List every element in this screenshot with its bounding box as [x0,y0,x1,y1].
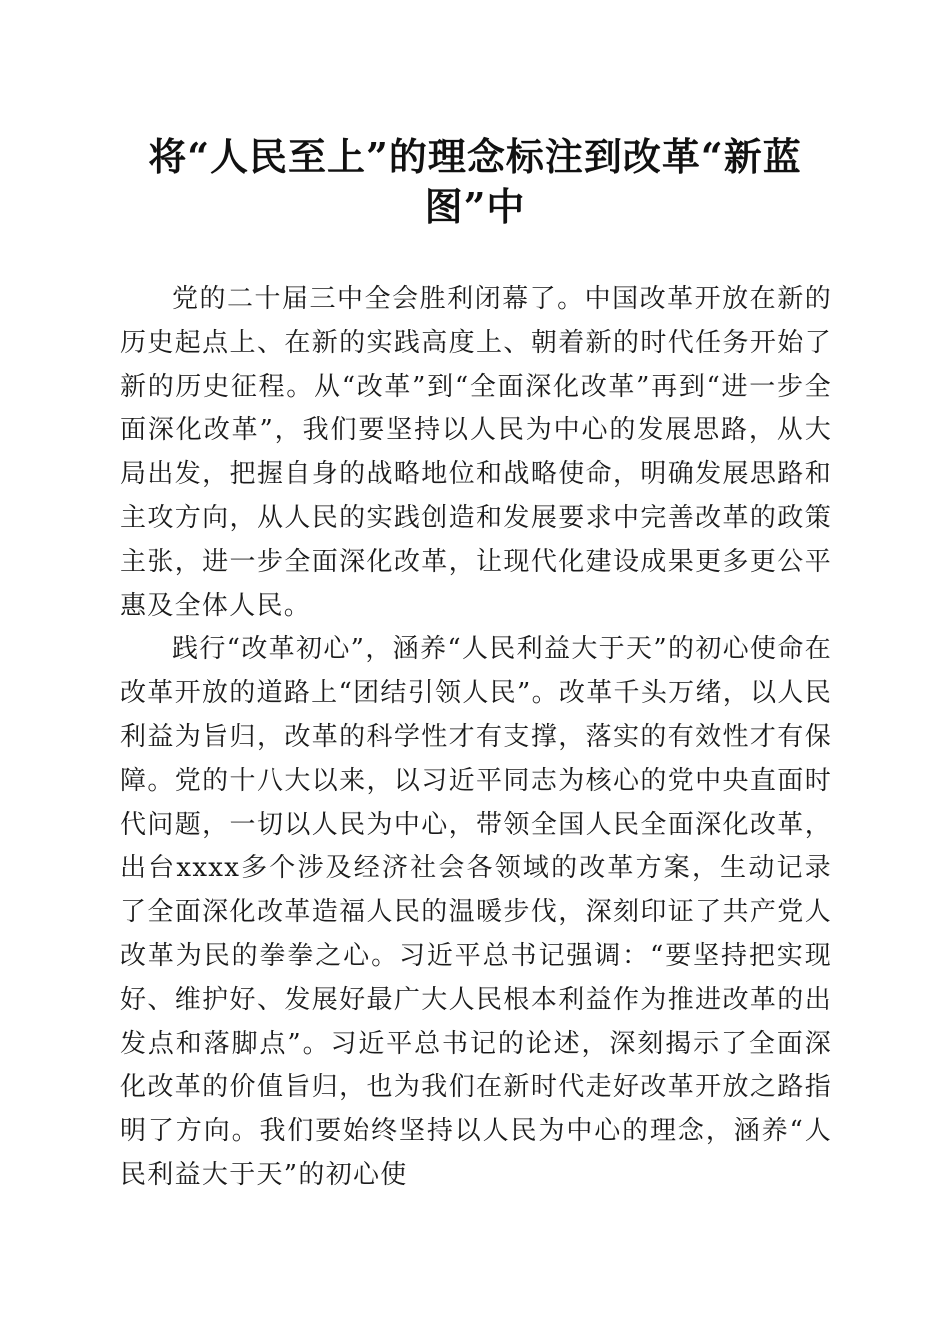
document-body [120,278,832,1198]
paragraph-2: 践行“改革初心”，涵养“人民利益大于天”的初心使命在改革开放的道路上“团结引领人民”。改革千头万绪，以人民利益为旨归，改革的科学性才有支撑，落实的有效性才有保障。党的十八大以来，以习近平同志为核心的党中央直面时代问题，一切以人民为中心，带领全国人民全面深化改革，出台xxxx多个涉及经济社会各领域的改革方案，生动记录了全面深化改革造福人民的温暖步伐，深刻印证了共产党人改革为民的拳拳之心。习近平总书记强调：“要坚持把实现好、维护好、发展好最广大人民根本利益作为推进改革的出发点和落脚点”。习近平总书记的论述，深刻揭示了全面深化改革的价值旨归，也为我们在新时代走好改革开放之路指明了方向。我们要始终坚持以人民为中心的理念，涵养“人民利益大于天”的初心使 [120,634,832,1190]
page-title: 将“人民至上”的理念标注到改革“新蓝图”中 [148,134,802,229]
paragraph-1: 党的二十届三中全会胜利闭幕了。中国改革开放在新的历史起点上、在新的实践高度上、朝着新的时代任务开始了新的历史征程。从“改革”到“全面深化改革”再到“进一步全面深化改革”，我们要坚持以人民为中心的发展思路，从大局出发，把握自身的战略地位和战略使命，明确发展思路和主攻方向，从人民的实践创造和发展要求中完善改革的政策主张，进一步全面深化改革，让现代化建设成果更多更公平惠及全体人民。 [120,284,832,621]
